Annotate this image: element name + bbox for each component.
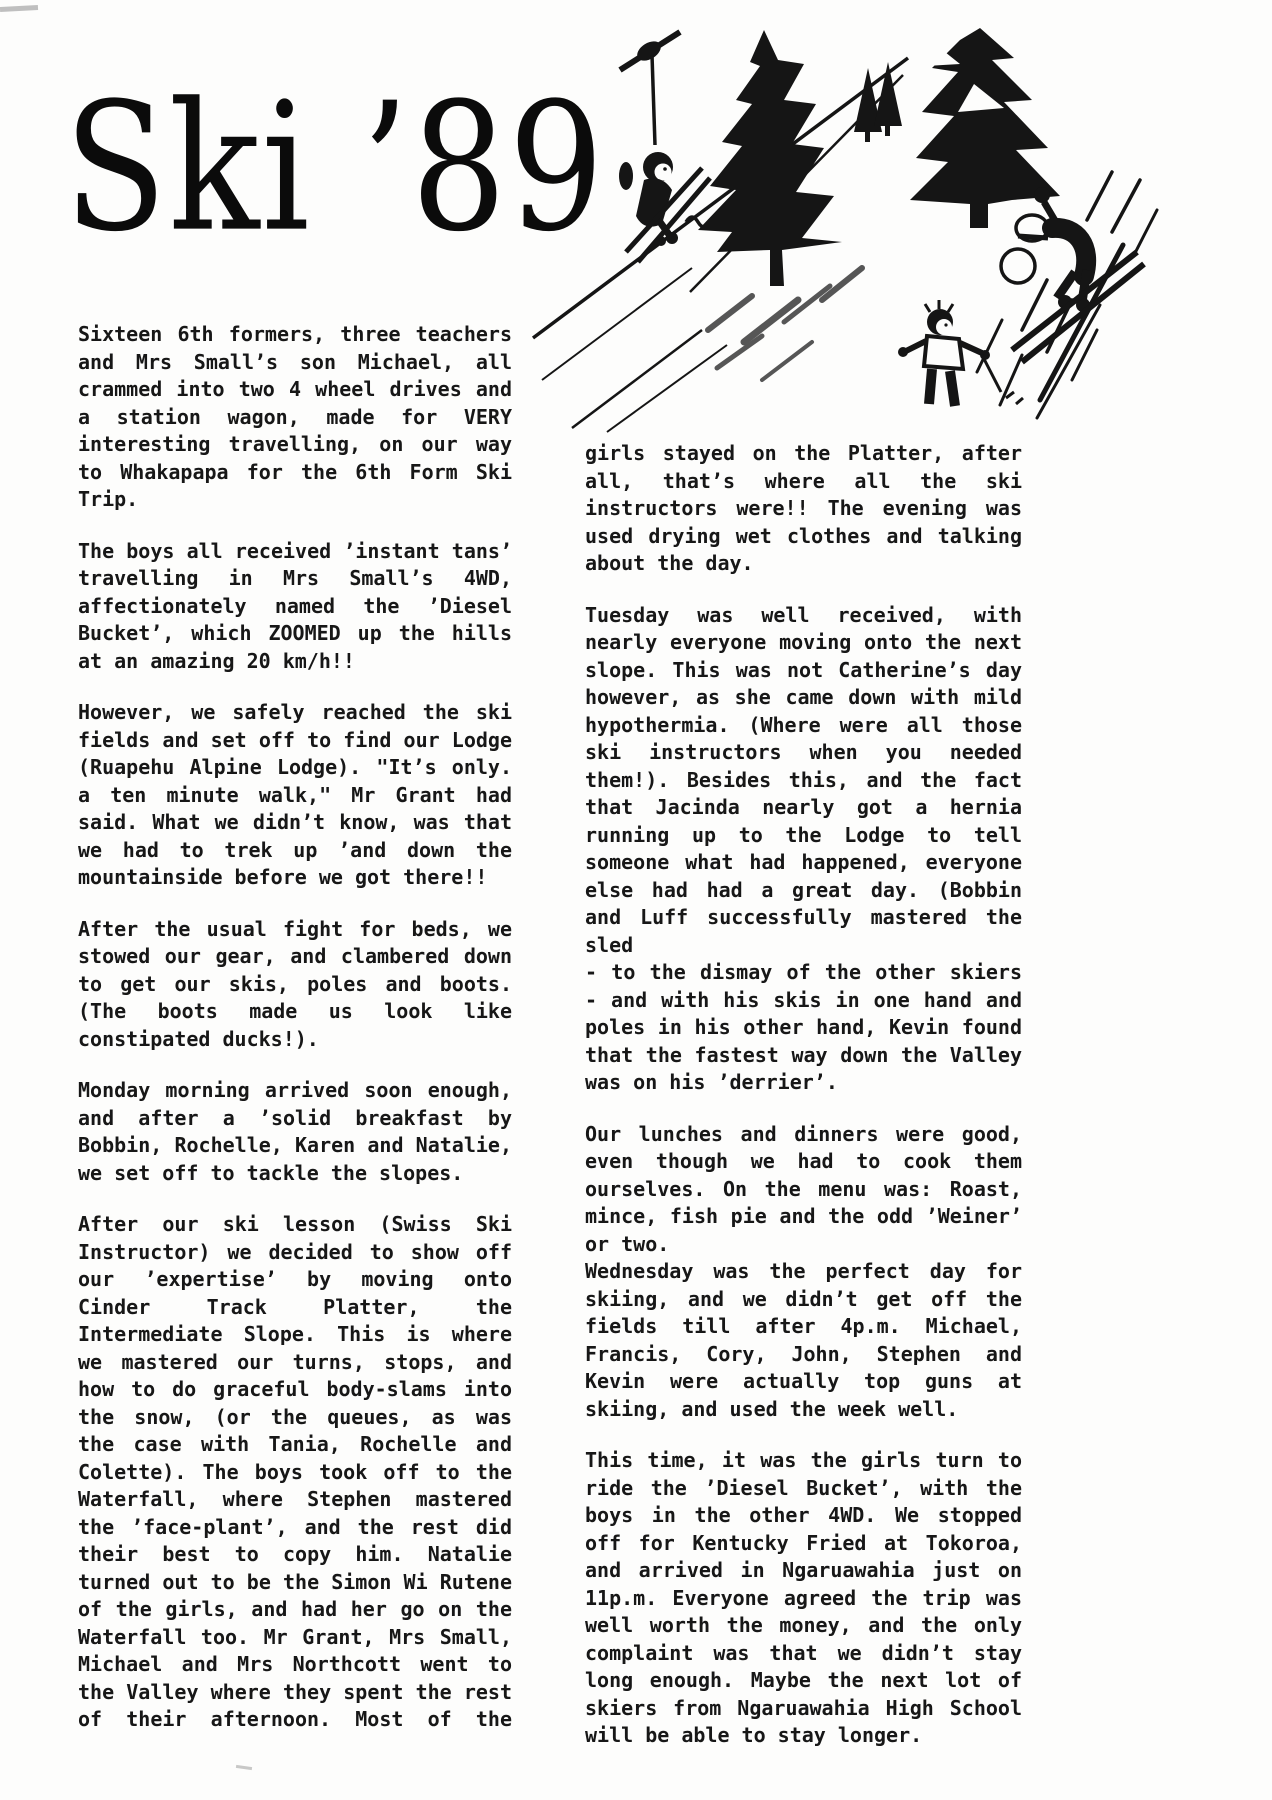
text-line: fields and set off to find our Lodge (78, 727, 512, 752)
text-line: This time, it was the girls turn to (585, 1448, 1022, 1472)
paragraph (585, 602, 1022, 1097)
text-line: about the day. (585, 551, 754, 575)
text-line: that the fastest way down the Valley (585, 1042, 1022, 1067)
text-line: constipated ducks!). (78, 1026, 319, 1051)
ski-track-marks (708, 268, 862, 380)
paragraph (78, 699, 512, 892)
text-line: skiers from Ngaruawahia High School (585, 1695, 1022, 1720)
text-line: of their afternoon. Most of the (78, 1707, 512, 1731)
text-line: mince, fish pie and the odd ’Weiner’ (585, 1204, 1022, 1228)
text-line: Bucket’, which ZOOMED up the hills (78, 621, 512, 645)
text-line: Cinder Track Platter, the (78, 1294, 512, 1319)
page-title: Ski ’89 (64, 65, 606, 272)
text-line: to get our skis, poles and boots. (78, 971, 512, 996)
text-line: (The boots made us look like (78, 999, 512, 1023)
text-line: or two. (585, 1231, 670, 1256)
text-line: interesting travelling, on our way (78, 432, 512, 456)
scan-artifact (0, 5, 38, 12)
text-line: someone what had happened, everyone (585, 850, 1022, 874)
text-line: fields till after 4p.m. Michael, (585, 1314, 1022, 1338)
text-line: Sixteen 6th formers, three teachers (78, 322, 512, 346)
text-line: how to do graceful body-slams into (78, 1377, 512, 1401)
text-line: instructors were!! The evening was (585, 496, 1022, 520)
text-line: and Luff successfully mastered the (585, 905, 1022, 929)
text-line: a ten minute walk," Mr Grant had (78, 782, 512, 807)
scan-artifact (236, 1765, 252, 1770)
text-line: Intermediate Slope. This is where (78, 1322, 512, 1346)
motion-lines (977, 172, 1157, 418)
text-line: we set off to tackle the slopes. (78, 1160, 464, 1185)
text-line: Wednesday was the perfect day for (585, 1259, 1022, 1283)
text-line: affectionately named the ’Diesel (78, 593, 512, 618)
text-line: Tuesday was well received, with (585, 602, 1022, 627)
text-line: travelling in Mrs Small’s 4WD, (78, 566, 512, 590)
text-line: sled (585, 932, 634, 957)
text-line: skiing, and used the week well. (585, 1396, 959, 1421)
text-line: else had had a great day. (Bobbin (585, 877, 1022, 902)
text-line: hypothermia. (Where were all those (585, 712, 1022, 737)
text-line: Trip. (78, 487, 139, 511)
text-line: Kevin were actually top guns at (585, 1369, 1022, 1393)
text-line: mountainside before we got there!! (78, 865, 488, 889)
slope-lines (533, 58, 908, 432)
text-line: a station wagon, made for VERY (78, 404, 512, 429)
paragraph (585, 1121, 1022, 1424)
paragraph (78, 1077, 512, 1187)
ski-slope-illustration (512, 0, 1272, 435)
text-line: However, we safely reached the ski (78, 700, 512, 724)
right-column (585, 440, 1022, 1774)
text-line: and arrived in Ngaruawahia just on (585, 1558, 1022, 1582)
text-line: boys in the other 4WD. We stopped (585, 1503, 1022, 1527)
text-line: After the usual fight for beds, we (78, 916, 512, 941)
text-line: to Whakapapa for the 6th Form Ski (78, 459, 512, 484)
text-line: the Valley where they spent the rest (78, 1679, 512, 1704)
text-line: will be able to stay longer. (585, 1723, 923, 1747)
text-line: Colette). The boys took off to the (78, 1459, 512, 1484)
paragraph (78, 538, 512, 676)
text-line: Waterfall, where Stephen mastered (78, 1487, 512, 1511)
text-line: ski instructors when you needed (585, 740, 1022, 764)
text-line: Instructor) we decided to show off (78, 1239, 512, 1264)
text-line: Francis, Cory, John, Stephen and (585, 1341, 1022, 1366)
text-line: skiing, and we didn’t get off the (585, 1286, 1022, 1311)
text-line: - to the dismay of the other skiers (585, 960, 1022, 984)
paragraph (78, 1211, 512, 1734)
text-line: stowed our gear, and clambered down (78, 944, 512, 968)
left-column (78, 321, 512, 1758)
text-line: long enough. Maybe the next lot of (585, 1668, 1022, 1692)
text-line: poles in his other hand, Kevin found (585, 1015, 1022, 1039)
downhill-skier-2 (898, 300, 1023, 406)
text-line: Waterfall too. Mr Grant, Mrs Small, (78, 1624, 512, 1649)
text-line: slope. This was not Catherine’s day (585, 657, 1022, 682)
text-line: complaint was that we didn’t stay (585, 1640, 1022, 1665)
text-line: we had to trek up ’and down the (78, 837, 512, 862)
text-line: - and with his skis in one hand and (585, 987, 1022, 1012)
text-line: we mastered our turns, stops, and (78, 1349, 512, 1374)
text-line: however, as she came down with mild (585, 685, 1022, 709)
text-line: ourselves. On the menu was: Roast, (585, 1176, 1022, 1201)
text-line: and after a ’solid breakfast by (78, 1105, 512, 1130)
text-line: them!). Besides this, and the fact (585, 767, 1022, 792)
text-line: nearly everyone moving onto the next (585, 630, 1022, 654)
text-line: Our lunches and dinners were good, (585, 1121, 1022, 1146)
text-line: used drying wet clothes and talking (585, 523, 1022, 548)
paragraph (585, 440, 1022, 578)
text-line: the snow, (or the queues, as was (78, 1404, 512, 1429)
text-line: was on his ’derrier’. (585, 1070, 838, 1094)
text-line: (Ruapehu Alpine Lodge). "It’s only. (78, 755, 512, 779)
text-line: Bobbin, Rochelle, Karen and Natalie, (78, 1133, 512, 1157)
text-line: said. What we didn’t know, was that (78, 810, 512, 834)
paragraph (78, 321, 512, 514)
text-line: running up to the Lodge to tell (585, 822, 1022, 847)
text-line: our ’expertise’ by moving onto (78, 1267, 512, 1291)
text-line: Michael and Mrs Northcott went to (78, 1652, 512, 1676)
text-line: their best to copy him. Natalie (78, 1542, 512, 1566)
text-line: The boys all received ’instant tans’ (78, 538, 512, 563)
text-line: After our ski lesson (Swiss Ski (78, 1212, 512, 1236)
text-line: crammed into two 4 wheel drives and (78, 377, 512, 401)
chairlift-skier (619, 32, 710, 262)
text-line: turned out to be the Simon Wi Rutene (78, 1569, 512, 1594)
text-line: and Mrs Small’s son Michael, all (78, 349, 512, 374)
text-line: at an amazing 20 km/h!! (78, 648, 355, 673)
text-line: of the girls, and had her go on the (78, 1597, 512, 1621)
paragraph (585, 1447, 1022, 1750)
text-line: the ’face-plant’, and the rest did (78, 1514, 512, 1539)
text-line: 11p.m. Everyone agreed the trip was (585, 1585, 1022, 1610)
text-line: Monday morning arrived soon enough, (78, 1078, 512, 1102)
text-line: ride the ’Diesel Bucket’, with the (585, 1475, 1022, 1500)
paragraph (78, 916, 512, 1054)
text-line: all, that’s where all the ski (585, 468, 1022, 493)
text-line: the case with Tania, Rochelle and (78, 1432, 512, 1456)
text-line: that Jacinda nearly got a hernia (585, 795, 1022, 819)
text-line: well worth the money, and the only (585, 1613, 1022, 1637)
text-line: off for Kentucky Fried at Tokoroa, (585, 1530, 1022, 1555)
text-line: even though we had to cook them (585, 1149, 1022, 1173)
text-line: girls stayed on the Platter, after (585, 441, 1022, 465)
